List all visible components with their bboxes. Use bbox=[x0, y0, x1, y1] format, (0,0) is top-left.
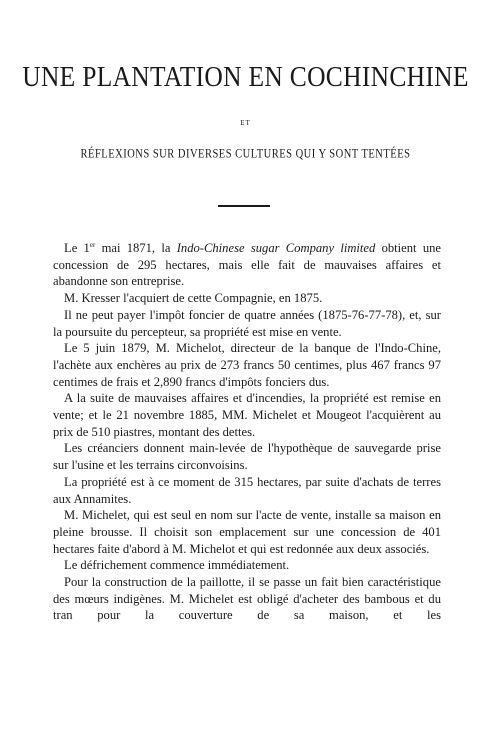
paragraph: Il ne peut payer l'impôt foncier de quatre années (1875-76-77-78), et, sur la poursuite du percepteur, sa propriété est mise en vente. bbox=[53, 307, 441, 339]
paragraph-text: Le 1 bbox=[64, 241, 90, 255]
paragraph bbox=[53, 240, 441, 290]
paragraph-text: mai 1871, la bbox=[95, 241, 177, 255]
paragraph-text: obtient une concession de 295 hectares, mais elle fait de mauvaises affaires et abandonne son entreprise. bbox=[53, 241, 442, 289]
paragraph: M. Kresser l'acquiert de cette Compagnie, en 1875. bbox=[64, 291, 323, 306]
ordinal-suffix: er bbox=[89, 240, 96, 249]
paragraph: Pour la construction de la paillotte, il se passe un fait bien caractéristique des mœurs indigènes. M. Michelet est obligé d'acheter des bambous et du tran pour la couverture de sa maison, et les bbox=[53, 575, 441, 623]
company-name: Indo-Chinese sugar Company limited bbox=[176, 241, 376, 255]
section-divider bbox=[218, 205, 270, 207]
body-text bbox=[53, 240, 441, 624]
paragraph: M. Michelet, qui est seul en nom sur l'acte de vente, installe sa maison en pleine brousse. Il choisit son emplacement sur une concession de 401 hectares faite d'abord à M. Michelot et qui est redonnée aux deux associés. bbox=[53, 508, 441, 556]
title-conjunction: ET bbox=[240, 119, 251, 127]
paragraph: A la suite de mauvaises affaires et d'incendies, la propriété est remise en vente; et le 21 novembre 1885, MM. Michelet et Mougeot l'acquièrent au prix de 510 piastres, montant des dettes. bbox=[53, 391, 441, 439]
paragraph: Le défrichement commence immédiatement. bbox=[64, 558, 290, 573]
paragraph: La propriété est à ce moment de 315 hectares, par suite d'achats de terres aux Annamites. bbox=[53, 474, 441, 506]
chapter-title: UNE PLANTATION EN COCHINCHINE bbox=[22, 60, 469, 93]
chapter-subtitle: RÉFLEXIONS SUR DIVERSES CULTURES QUI Y SONT TENTÉES bbox=[80, 148, 411, 161]
paragraph: Les créanciers donnent main-levée de l'hypothèque de sauvegarde prise sur l'usine et les terrains circonvoisins. bbox=[53, 441, 441, 473]
paragraph: Le 5 juin 1879, M. Michelot, directeur de la banque de l'Indo-Chine, l'achète aux enchères au prix de 273 francs 50 centimes, plus 467 francs 97 centimes de frais et 2,890 francs d'impôts fonciers dus. bbox=[53, 341, 441, 389]
